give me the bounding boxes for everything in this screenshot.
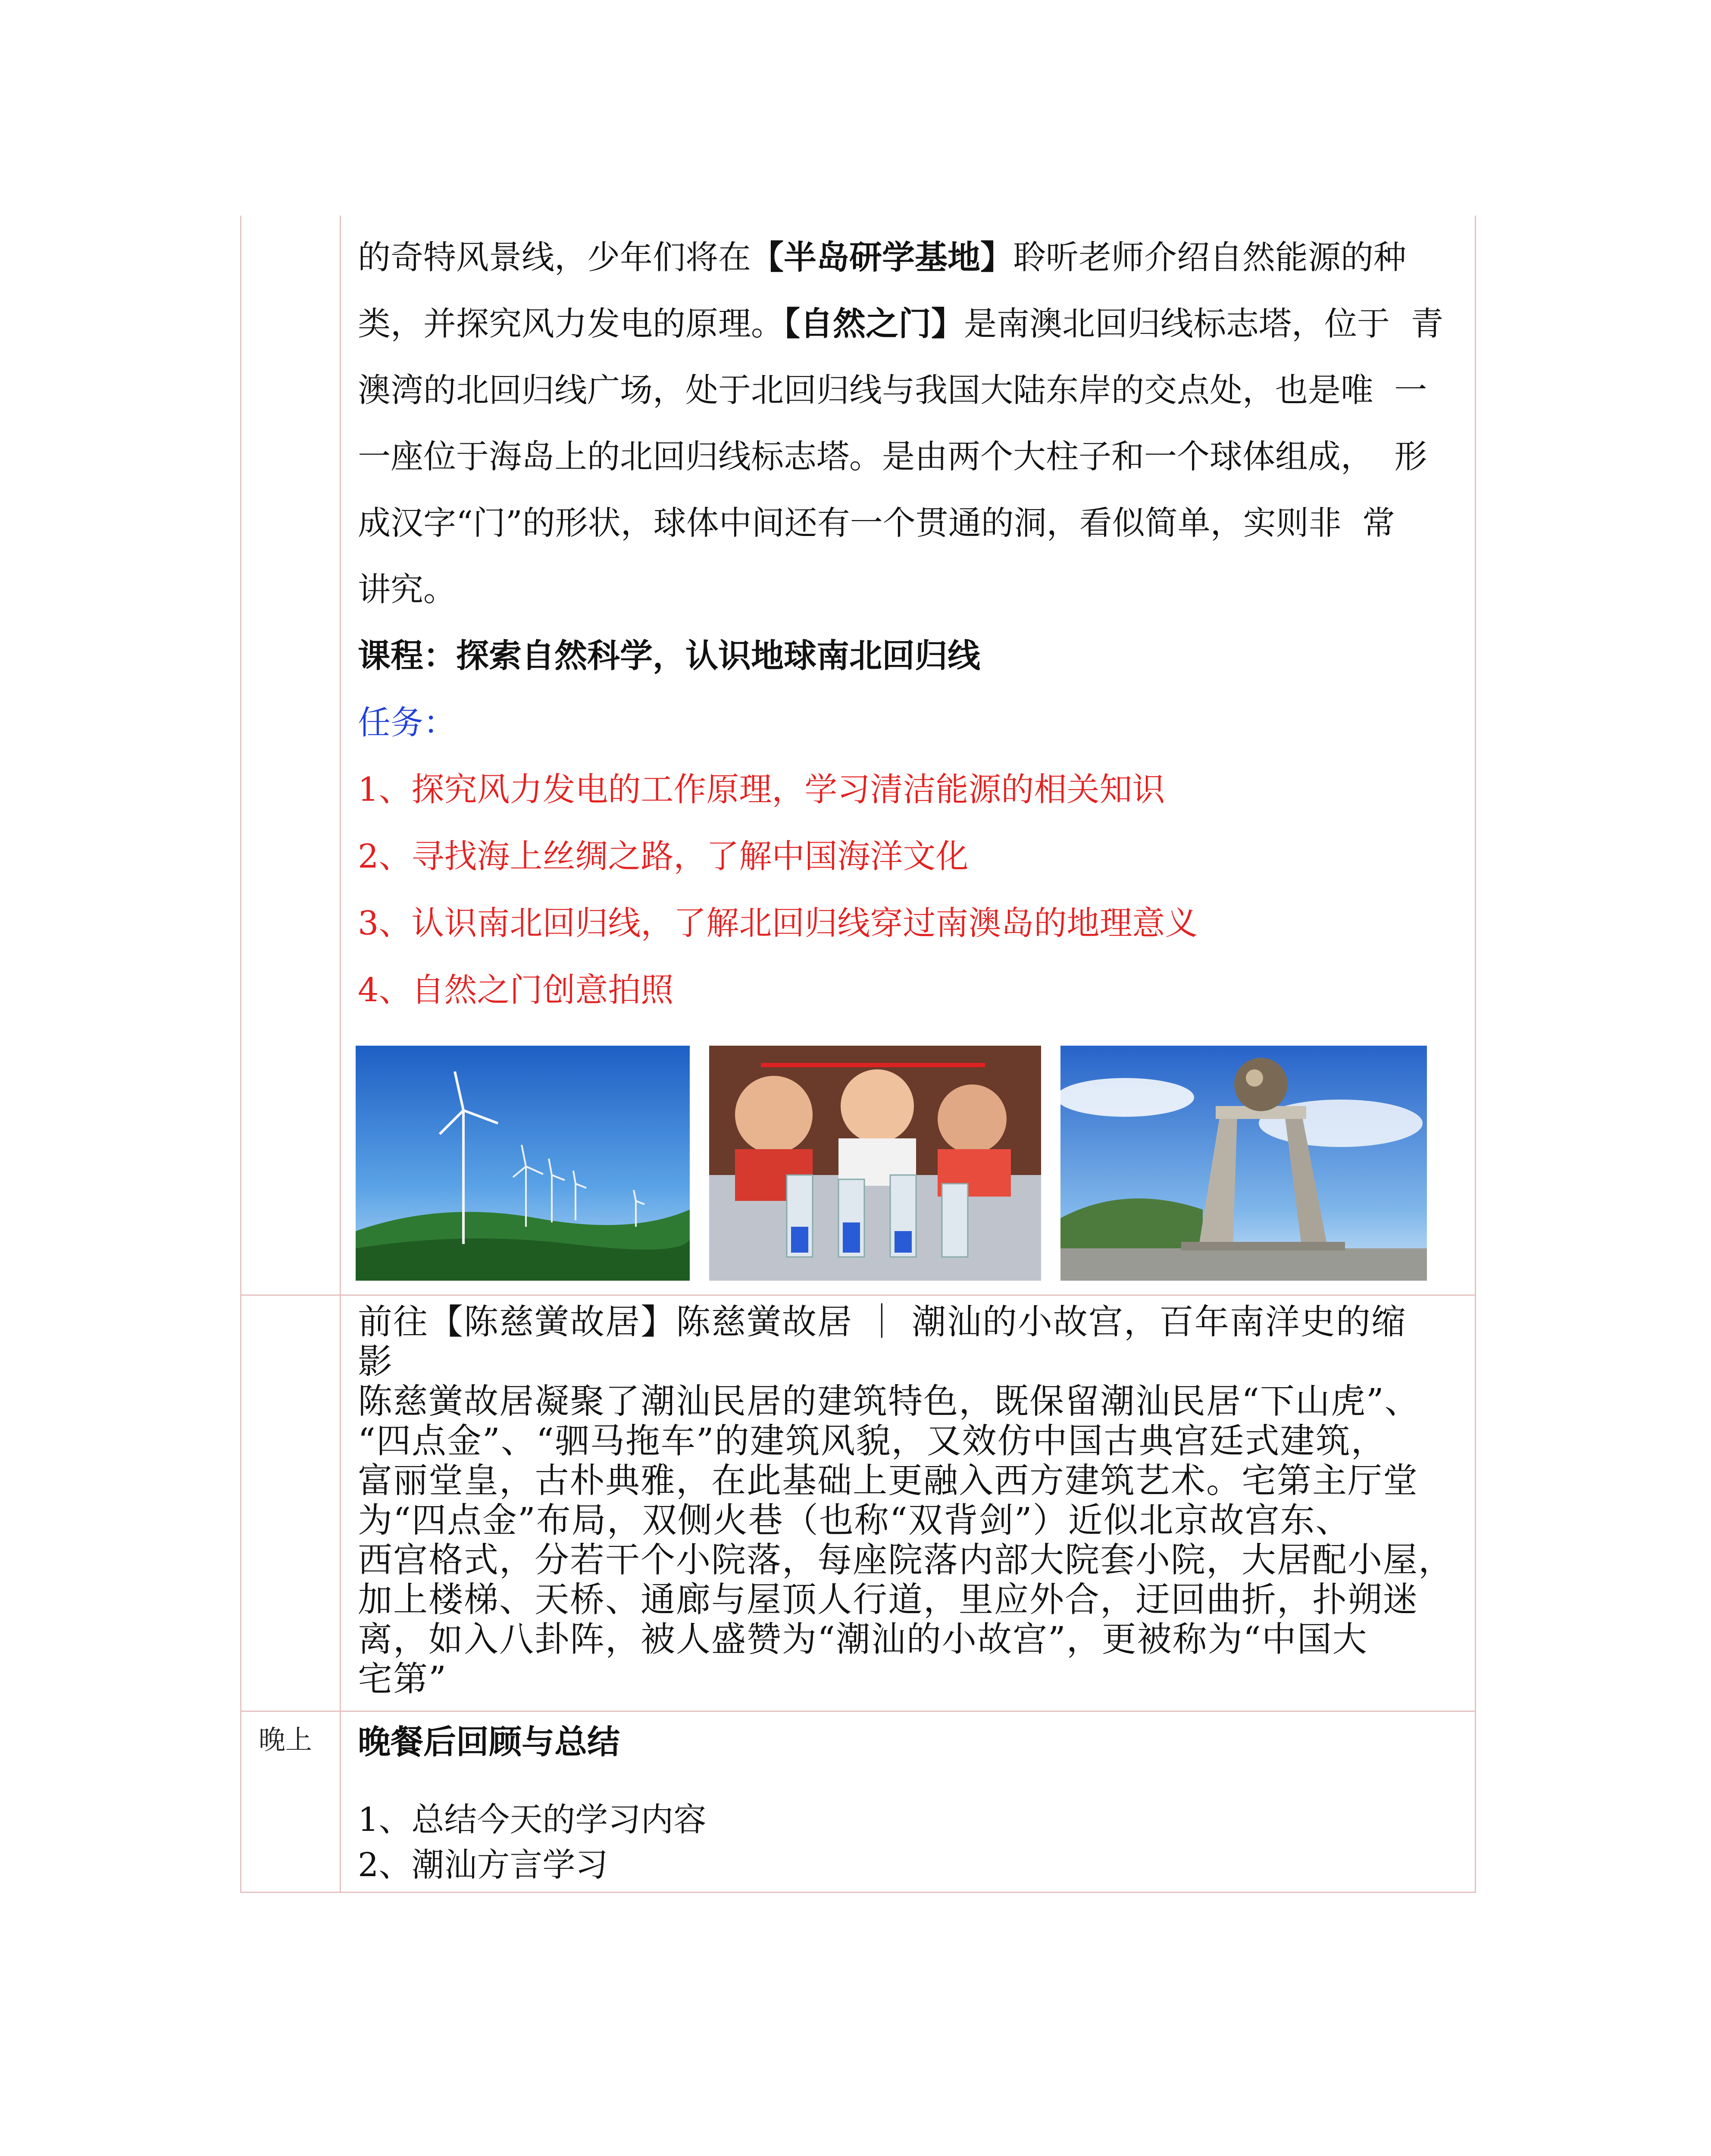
time-label-evening: 晚上 (259, 1724, 313, 1755)
residence-description-line: 宅第” (358, 1659, 447, 1699)
row-divider-1 (240, 1294, 1476, 1296)
residence-description-line: 陈慈黉故居凝聚了潮汕民居的建筑特色，既保留潮汕民居“下山虎”、 (358, 1381, 1420, 1421)
residence-description-line: 富丽堂皇，古朴典雅，在此基础上更融入西方建筑艺术。宅第主厅堂 (358, 1460, 1418, 1501)
task-item-1: 1、探究风力发电的工作原理，学习清洁能源的相关知识 (358, 770, 1165, 808)
residence-description-line: 为“四点金”布局，双侧火巷（也称“双背剑”）近似北京故宫东、 (358, 1500, 1351, 1540)
intro-line (358, 556, 1470, 623)
intro-paragraph (358, 224, 1470, 623)
intro-text: 成汉字“门”的形状，球体中间还有一个贯通的洞，看似简单，实则非 常 (358, 504, 1395, 542)
task-label: 任务： (358, 703, 456, 742)
visit-title-line-1: 前往【陈慈黉故居】陈慈黉故居 ｜ 潮汕的小故宫，百年南洋史的缩 (358, 1302, 1407, 1342)
intro-text: 的奇特风景线，少年们将在 (358, 238, 751, 276)
visit-title-line-2: 影 (358, 1341, 393, 1382)
intro-line (358, 357, 1470, 423)
residence-description-line: 离，如入八卦阵，被人盛赞为“潮汕的小故宫”，更被称为“中国大 (358, 1619, 1368, 1659)
residence-description (358, 1382, 1479, 1699)
intro-line (358, 224, 1470, 291)
table-bottom-border (240, 1892, 1476, 1893)
intro-text: 是南澳北回归线标志塔，位于 青 (964, 304, 1444, 343)
task-item-4: 4、自然之门创意拍照 (358, 971, 674, 1009)
task-item-3: 3、认识南北回归线，了解北回归线穿过南澳岛的地理意义 (358, 904, 1198, 942)
photo-children-experiment (709, 1046, 1041, 1281)
evening-heading: 晚餐后回顾与总结 (358, 1723, 620, 1761)
intro-text: 讲究。 (358, 570, 456, 608)
course-heading: 课程：探索自然科学，认识地球南北回归线 (358, 636, 980, 675)
intro-text: 澳湾的北回归线广场，处于北回归线与我国大陆东岸的交点处，也是唯 一 (358, 371, 1427, 409)
table-left-border (240, 216, 241, 1893)
evening-item-1: 1、总结今天的学习内容 (358, 1800, 707, 1839)
intro-line (358, 291, 1470, 357)
intro-text: 聆听老师介绍自然能源的种 (1013, 238, 1406, 276)
photo-tropic-gate-monument (1060, 1046, 1427, 1281)
intro-line (358, 490, 1470, 556)
intro-line (358, 423, 1470, 490)
intro-text: 类，并探究风力发电的原理。 (358, 304, 784, 343)
residence-description-line: “四点金”、“驷马拖车”的建筑风貌，又效仿中国古典宫廷式建筑， (358, 1421, 1386, 1461)
highlight-term: 【自然之门】 (784, 304, 964, 343)
intro-text: 一座位于海岛上的北回归线标志塔。是由两个大柱子和一个球体组成， 形 (358, 437, 1427, 476)
task-item-2: 2、寻找海上丝绸之路，了解中国海洋文化 (358, 837, 969, 875)
photo-wind-turbines (356, 1046, 690, 1281)
highlight-term: 【半岛研学基地】 (751, 238, 1013, 276)
table-column-divider (340, 216, 341, 1893)
residence-description-line: 西宫格式，分若干个小院落，每座院落内部大院套小院，大居配小屋， (358, 1540, 1454, 1580)
row-divider-2 (240, 1711, 1476, 1712)
evening-item-2: 2、潮汕方言学习 (358, 1846, 608, 1884)
residence-description-line: 加上楼梯、天桥、通廊与屋顶人行道，里应外合，迂回曲折，扑朔迷 (358, 1579, 1418, 1620)
